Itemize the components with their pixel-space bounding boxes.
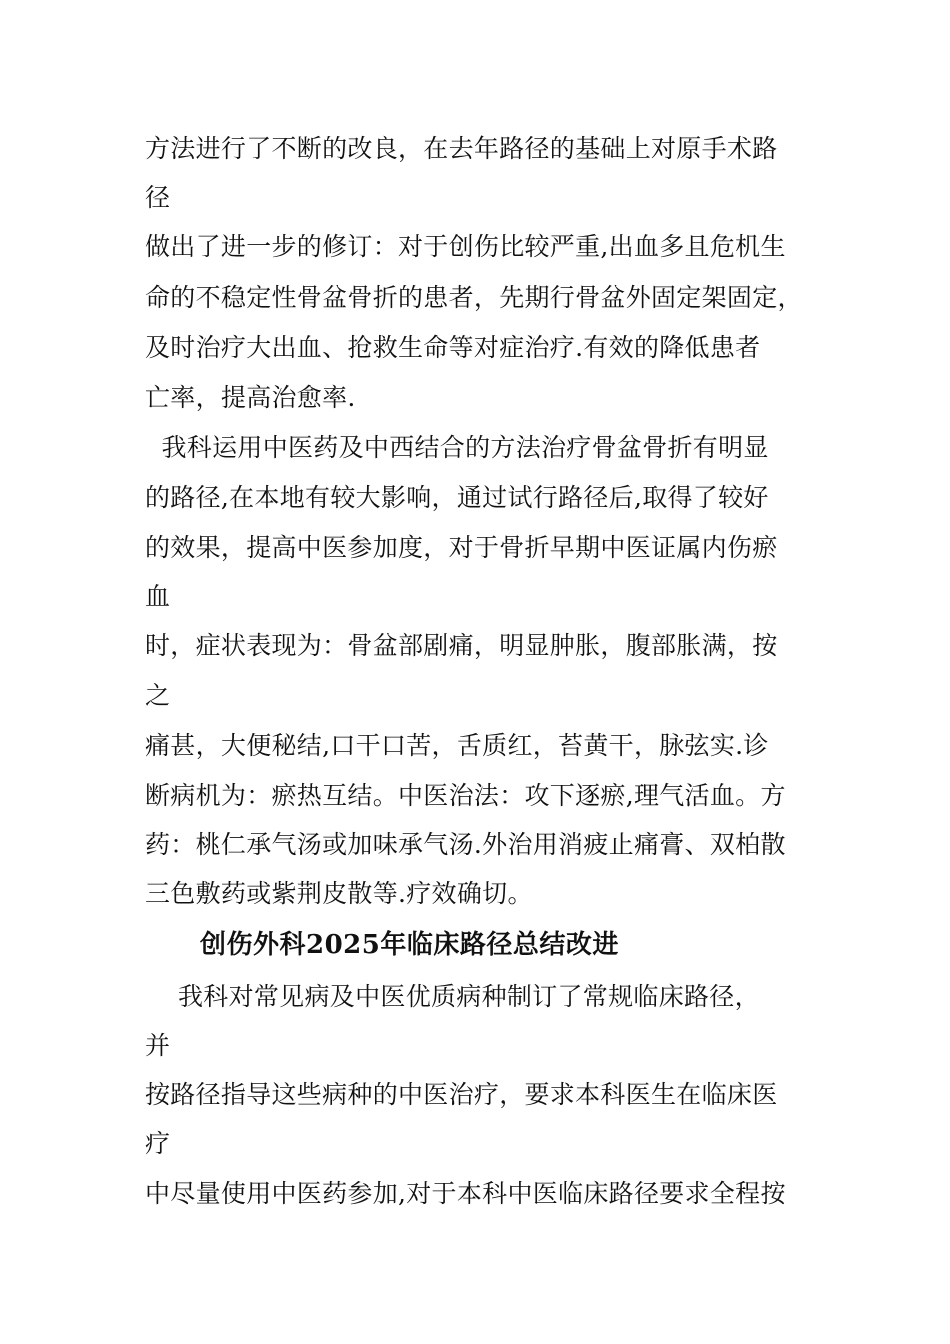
body-line: 按路径指导这些病种的中医治疗，要求本科医生在临床医 <box>145 1080 778 1109</box>
section-heading: 创伤外科2025年临床路径总结改进 <box>200 930 619 960</box>
body-line: 痛甚，大便秘结,口干口苦，舌质红，苔黄干，脉弦实.诊 <box>145 731 769 760</box>
body-line: 的效果，提高中医参加度，对于骨折早期中医证属内伤瘀 <box>145 533 778 562</box>
body-line: 之 <box>145 681 171 710</box>
body-line: 三色敷药或紫荆皮散等.疗效确切。 <box>145 879 533 908</box>
body-line: 我科对常见病及中医优质病种制订了常规临床路径， <box>145 982 760 1011</box>
body-line: 做出了进一步的修订：对于创伤比较严重,出血多且危机生 <box>145 232 786 261</box>
body-line: 的路径,在本地有较大影响，通过试行路径后,取得了较好 <box>145 483 769 512</box>
body-line: 时，症状表现为：骨盆部剧痛，明显肿胀，腹部胀满，按 <box>145 631 778 660</box>
body-line: 药：桃仁承气汤或加味承气汤.外治用消疲止痛膏、双柏散 <box>145 830 786 859</box>
body-line: 亡率，提高治愈率. <box>145 383 356 412</box>
body-line: 及时治疗大出血、抢救生命等对症治疗.有效的降低患者 <box>145 333 761 362</box>
body-line: 疗 <box>145 1129 171 1158</box>
body-line: 中尽量使用中医药参加,对于本科中医临床路径要求全程按 <box>145 1179 786 1208</box>
body-line: 命的不稳定性骨盆骨折的患者，先期行骨盆外固定架固定， <box>145 283 803 312</box>
body-line: 方法进行了不断的改良，在去年路径的基础上对原手术路 <box>145 134 778 163</box>
body-line: 断病机为：瘀热互结。中医治法：攻下逐瘀,理气活血。方 <box>145 781 786 810</box>
body-line: 并 <box>145 1031 171 1060</box>
body-line: 径 <box>145 183 171 212</box>
body-line: 血 <box>145 582 171 611</box>
body-line: 我科运用中医药及中西结合的方法治疗骨盆骨折有明显 <box>145 433 769 462</box>
